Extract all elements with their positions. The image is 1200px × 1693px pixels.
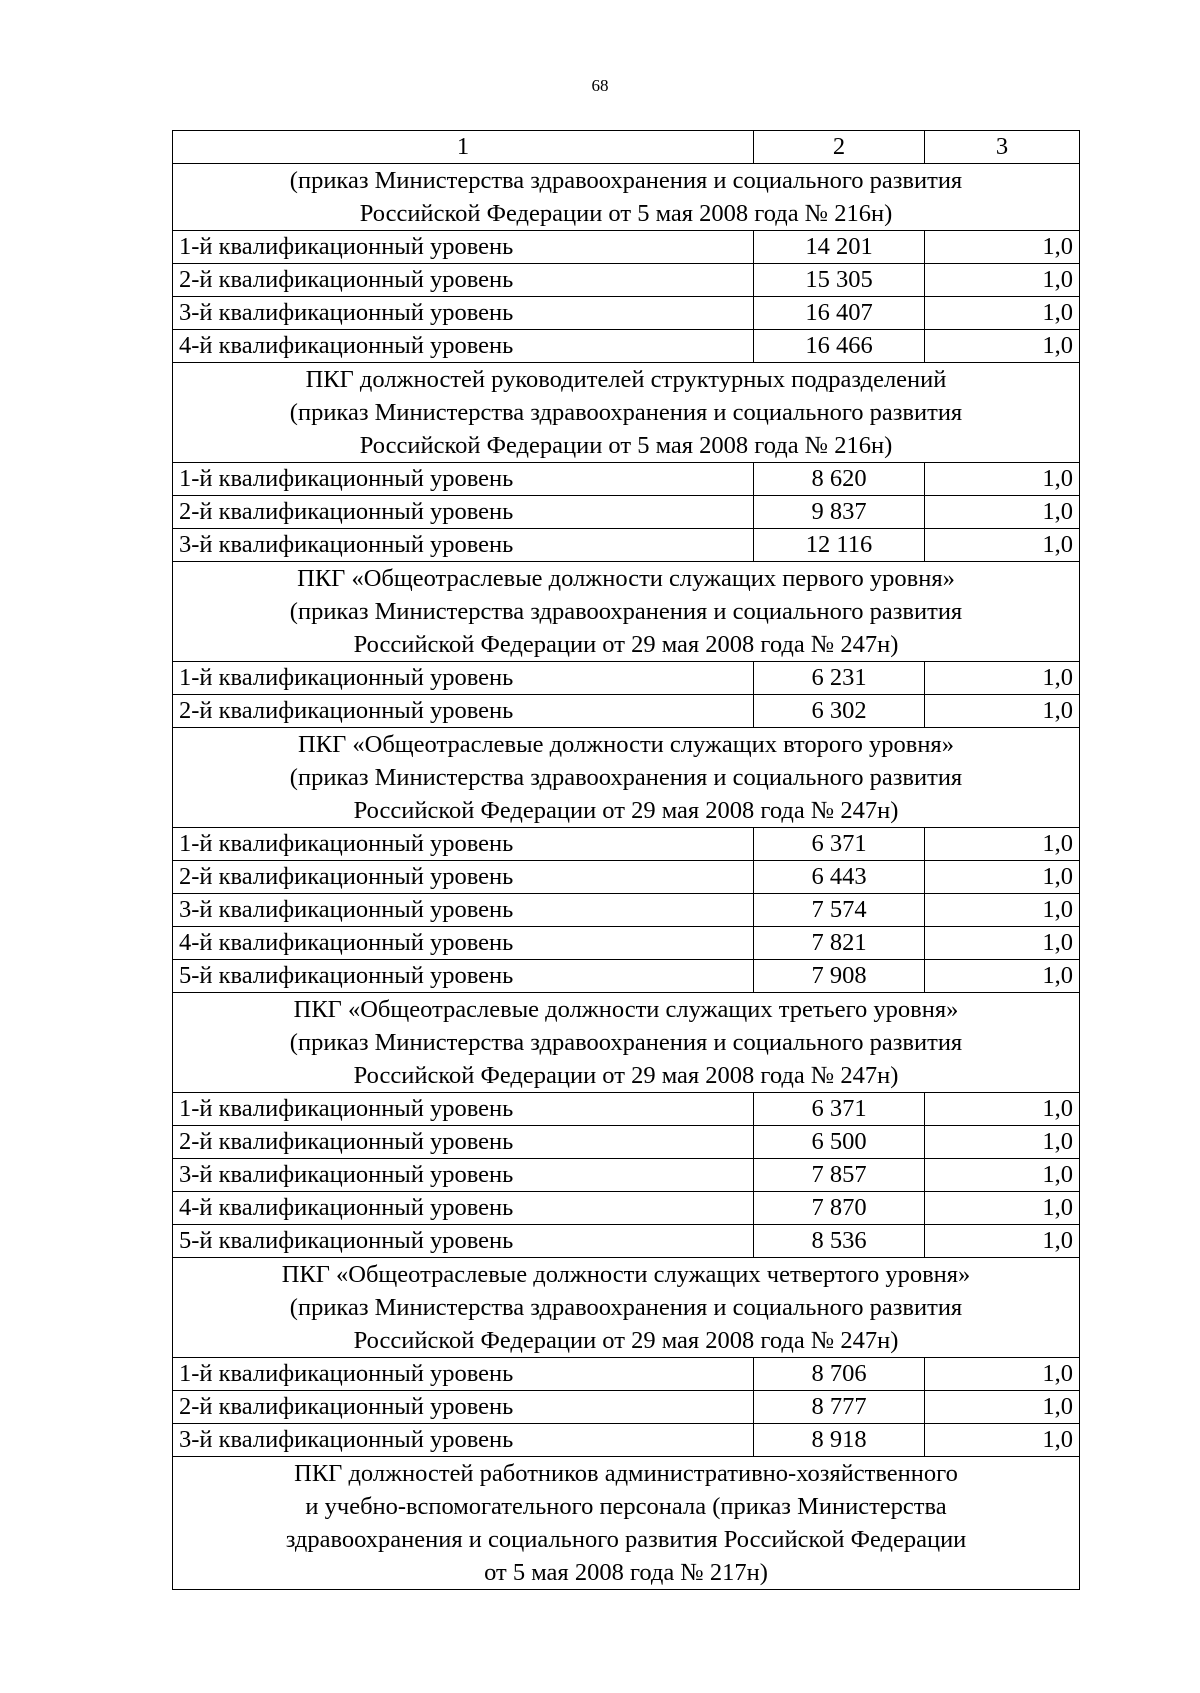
- coefficient-cell: 1,0: [925, 1391, 1080, 1424]
- group-title-line: Российской Федерации от 29 мая 2008 года № 247н): [353, 1062, 899, 1089]
- group-title-line: и учебно-вспомогательного персонала (приказ Министерства: [305, 1493, 947, 1520]
- level-cell: 3-й квалификационный уровень: [173, 1159, 754, 1192]
- table-row: [173, 828, 1080, 861]
- table-row: [173, 1225, 1080, 1258]
- coefficient-cell: 1,0: [925, 828, 1080, 861]
- table-row: [173, 1391, 1080, 1424]
- level-cell: 5-й квалификационный уровень: [173, 960, 754, 993]
- salary-cell: 15 305: [754, 264, 925, 297]
- salary-table: [172, 130, 1080, 1590]
- level-cell: 4-й квалификационный уровень: [173, 330, 754, 363]
- salary-cell: 6 443: [754, 861, 925, 894]
- coefficient-cell: 1,0: [925, 1159, 1080, 1192]
- group-title-line: Российской Федерации от 29 мая 2008 года № 247н): [353, 1327, 899, 1354]
- coefficient-cell: 1,0: [925, 861, 1080, 894]
- coefficient-cell: 1,0: [925, 1225, 1080, 1258]
- salary-cell: 8 777: [754, 1391, 925, 1424]
- group-title-line: (приказ Министерства здравоохранения и социального развития: [289, 167, 963, 194]
- salary-cell: 7 870: [754, 1192, 925, 1225]
- table-row: [173, 330, 1080, 363]
- level-cell: 2-й квалификационный уровень: [173, 496, 754, 529]
- group-title-line: (приказ Министерства здравоохранения и социального развития: [289, 399, 963, 426]
- salary-cell: 8 620: [754, 463, 925, 496]
- group-title-line: ПКГ «Общеотраслевые должности служащих четвертого уровня»: [281, 1261, 971, 1288]
- salary-cell: 7 821: [754, 927, 925, 960]
- table-row: [173, 1126, 1080, 1159]
- coefficient-cell: 1,0: [925, 960, 1080, 993]
- coefficient-cell: 1,0: [925, 662, 1080, 695]
- table-row: [173, 529, 1080, 562]
- salary-cell: 8 918: [754, 1424, 925, 1457]
- table-row: [173, 1159, 1080, 1192]
- table-row: [173, 1192, 1080, 1225]
- coefficient-cell: 1,0: [925, 927, 1080, 960]
- group-title-line: ПКГ «Общеотраслевые должности служащих первого уровня»: [297, 565, 955, 592]
- column-header-3: 3: [925, 131, 1080, 164]
- salary-cell: 12 116: [754, 529, 925, 562]
- level-cell: 4-й квалификационный уровень: [173, 1192, 754, 1225]
- level-cell: 1-й квалификационный уровень: [173, 1093, 754, 1126]
- table-row: [173, 297, 1080, 330]
- salary-cell: 6 302: [754, 695, 925, 728]
- coefficient-cell: 1,0: [925, 496, 1080, 529]
- coefficient-cell: 1,0: [925, 1126, 1080, 1159]
- table-row: [173, 463, 1080, 496]
- group-title-line: (приказ Министерства здравоохранения и социального развития: [289, 1029, 963, 1056]
- group-title: [173, 562, 1080, 662]
- level-cell: 2-й квалификационный уровень: [173, 264, 754, 297]
- group-title-line: Российской Федерации от 29 мая 2008 года № 247н): [353, 797, 899, 824]
- coefficient-cell: 1,0: [925, 264, 1080, 297]
- group-title-line: Российской Федерации от 5 мая 2008 года № 216н): [359, 200, 893, 227]
- coefficient-cell: 1,0: [925, 1424, 1080, 1457]
- salary-cell: 6 500: [754, 1126, 925, 1159]
- table-row: [173, 894, 1080, 927]
- group-title-line: здравоохранения и социального развития Российской Федерации: [285, 1526, 967, 1553]
- level-cell: 1-й квалификационный уровень: [173, 231, 754, 264]
- coefficient-cell: 1,0: [925, 297, 1080, 330]
- table-row: [173, 927, 1080, 960]
- table-header-row: [173, 131, 1080, 164]
- table-row: [173, 960, 1080, 993]
- coefficient-cell: 1,0: [925, 463, 1080, 496]
- level-cell: 3-й квалификационный уровень: [173, 1424, 754, 1457]
- group-title-row: [173, 1258, 1080, 1358]
- level-cell: 1-й квалификационный уровень: [173, 828, 754, 861]
- salary-cell: 16 466: [754, 330, 925, 363]
- coefficient-cell: 1,0: [925, 695, 1080, 728]
- group-title: [173, 728, 1080, 828]
- coefficient-cell: 1,0: [925, 1093, 1080, 1126]
- table-row: [173, 1358, 1080, 1391]
- page-number: 68: [591, 76, 609, 95]
- group-title-row: [173, 562, 1080, 662]
- group-title: [173, 363, 1080, 463]
- salary-table-body: [173, 131, 1080, 1590]
- group-title-line: Российской Федерации от 29 мая 2008 года № 247н): [353, 631, 899, 658]
- group-title: [173, 993, 1080, 1093]
- group-title-line: от 5 мая 2008 года № 217н): [484, 1559, 768, 1586]
- level-cell: 1-й квалификационный уровень: [173, 1358, 754, 1391]
- salary-cell: 16 407: [754, 297, 925, 330]
- level-cell: 2-й квалификационный уровень: [173, 695, 754, 728]
- table-row: [173, 695, 1080, 728]
- salary-cell: 7 857: [754, 1159, 925, 1192]
- group-title-row: [173, 993, 1080, 1093]
- level-cell: 2-й квалификационный уровень: [173, 1126, 754, 1159]
- salary-cell: 8 536: [754, 1225, 925, 1258]
- level-cell: 3-й квалификационный уровень: [173, 297, 754, 330]
- group-title-line: (приказ Министерства здравоохранения и социального развития: [289, 764, 963, 791]
- group-title-row: [173, 1457, 1080, 1590]
- group-title: [173, 1258, 1080, 1358]
- group-title-line: Российской Федерации от 5 мая 2008 года № 216н): [359, 432, 893, 459]
- group-title-row: [173, 728, 1080, 828]
- column-header-2: 2: [754, 131, 925, 164]
- table-row: [173, 861, 1080, 894]
- table-row: [173, 662, 1080, 695]
- coefficient-cell: 1,0: [925, 231, 1080, 264]
- group-title-line: ПКГ должностей работников административно-хозяйственного: [294, 1460, 958, 1487]
- group-title-line: (приказ Министерства здравоохранения и социального развития: [289, 598, 963, 625]
- table-row: [173, 1093, 1080, 1126]
- salary-cell: 9 837: [754, 496, 925, 529]
- salary-cell: 6 231: [754, 662, 925, 695]
- column-header-1: 1: [173, 131, 754, 164]
- group-title: [173, 1457, 1080, 1590]
- coefficient-cell: 1,0: [925, 330, 1080, 363]
- salary-cell: 7 574: [754, 894, 925, 927]
- salary-cell: 8 706: [754, 1358, 925, 1391]
- group-title-row: [173, 363, 1080, 463]
- salary-cell: 7 908: [754, 960, 925, 993]
- table-row: [173, 496, 1080, 529]
- coefficient-cell: 1,0: [925, 529, 1080, 562]
- group-title-line: ПКГ «Общеотраслевые должности служащих третьего уровня»: [293, 996, 959, 1023]
- table-row: [173, 264, 1080, 297]
- group-title-row: [173, 164, 1080, 231]
- table-row: [173, 231, 1080, 264]
- table-row: [173, 1424, 1080, 1457]
- group-title-line: (приказ Министерства здравоохранения и социального развития: [289, 1294, 963, 1321]
- group-title-line: ПКГ «Общеотраслевые должности служащих второго уровня»: [298, 731, 954, 758]
- level-cell: 5-й квалификационный уровень: [173, 1225, 754, 1258]
- group-title: [173, 164, 1080, 231]
- level-cell: 3-й квалификационный уровень: [173, 529, 754, 562]
- level-cell: 1-й квалификационный уровень: [173, 662, 754, 695]
- level-cell: 3-й квалификационный уровень: [173, 894, 754, 927]
- salary-cell: 14 201: [754, 231, 925, 264]
- coefficient-cell: 1,0: [925, 1192, 1080, 1225]
- coefficient-cell: 1,0: [925, 1358, 1080, 1391]
- coefficient-cell: 1,0: [925, 894, 1080, 927]
- group-title-line: ПКГ должностей руководителей структурных подразделений: [305, 366, 947, 393]
- salary-cell: 6 371: [754, 828, 925, 861]
- level-cell: 2-й квалификационный уровень: [173, 861, 754, 894]
- level-cell: 1-й квалификационный уровень: [173, 463, 754, 496]
- level-cell: 2-й квалификационный уровень: [173, 1391, 754, 1424]
- level-cell: 4-й квалификационный уровень: [173, 927, 754, 960]
- salary-cell: 6 371: [754, 1093, 925, 1126]
